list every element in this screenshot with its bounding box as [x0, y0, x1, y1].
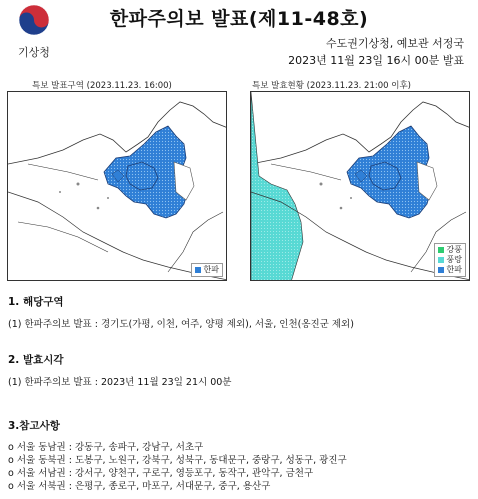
page-title: 한파주의보 발표(제11-48호): [109, 8, 369, 30]
section-heading-area: 1. 해당구역: [8, 296, 64, 308]
map-caption-issued-area: 특보 발표구역 (2023.11.23. 16:00): [32, 81, 172, 91]
legend-label: 한파: [203, 265, 219, 274]
legend-label: 한파: [446, 265, 462, 274]
legend-label: 풍랑: [446, 255, 462, 264]
map-legend: [434, 243, 466, 277]
legend-swatch: [195, 267, 201, 273]
legend-item-high-seas: [438, 255, 462, 265]
map-issued-area: [7, 91, 227, 281]
legend-item-coldwave: [195, 265, 219, 275]
notes-item: o 서울 동북권 : 도봉구, 노원구, 강북구, 성북구, 동대문구, 중랑구, 성동구, 광진구: [8, 455, 347, 466]
map-current-status: [250, 91, 470, 281]
section-heading-notes: 3.참고사항: [8, 420, 60, 432]
notes-item: o 서울 동남권 : 강동구, 송파구, 강남구, 서초구: [8, 442, 204, 453]
legend-label: 강풍: [446, 245, 462, 254]
legend-swatch: [438, 257, 444, 263]
issuer-text: 수도권기상청, 예보관 서정국: [325, 37, 464, 50]
section-heading-effective-time: 2. 발효시각: [8, 354, 64, 366]
section-area-line: (1) 한파주의보 발표 : 경기도(가평, 이천, 여주, 양평 제외), 서울, 인천(옹진군 제외): [8, 319, 354, 330]
legend-swatch: [438, 247, 444, 253]
section-effective-time-line: (1) 한파주의보 발표 : 2023년 11월 23일 21시 00분: [8, 377, 232, 388]
notes-item: o 서울 서북권 : 은평구, 종로구, 마포구, 서대문구, 중구, 용산구: [8, 481, 271, 492]
notes-item: o 서울 서남권 : 강서구, 양천구, 구로구, 영등포구, 동작구, 관악구, 금천구: [8, 468, 314, 479]
map-caption-current: 특보 발효현황 (2023.11.23. 21:00 이후): [252, 81, 411, 91]
map-legend: [191, 263, 223, 277]
logo-text: 기상청: [18, 46, 50, 59]
issued-time: 2023년 11월 23일 16시 00분 발표: [288, 54, 464, 67]
legend-swatch: [438, 267, 444, 273]
legend-item-strong-wind: [438, 245, 462, 255]
legend-item-coldwave: [438, 265, 462, 275]
